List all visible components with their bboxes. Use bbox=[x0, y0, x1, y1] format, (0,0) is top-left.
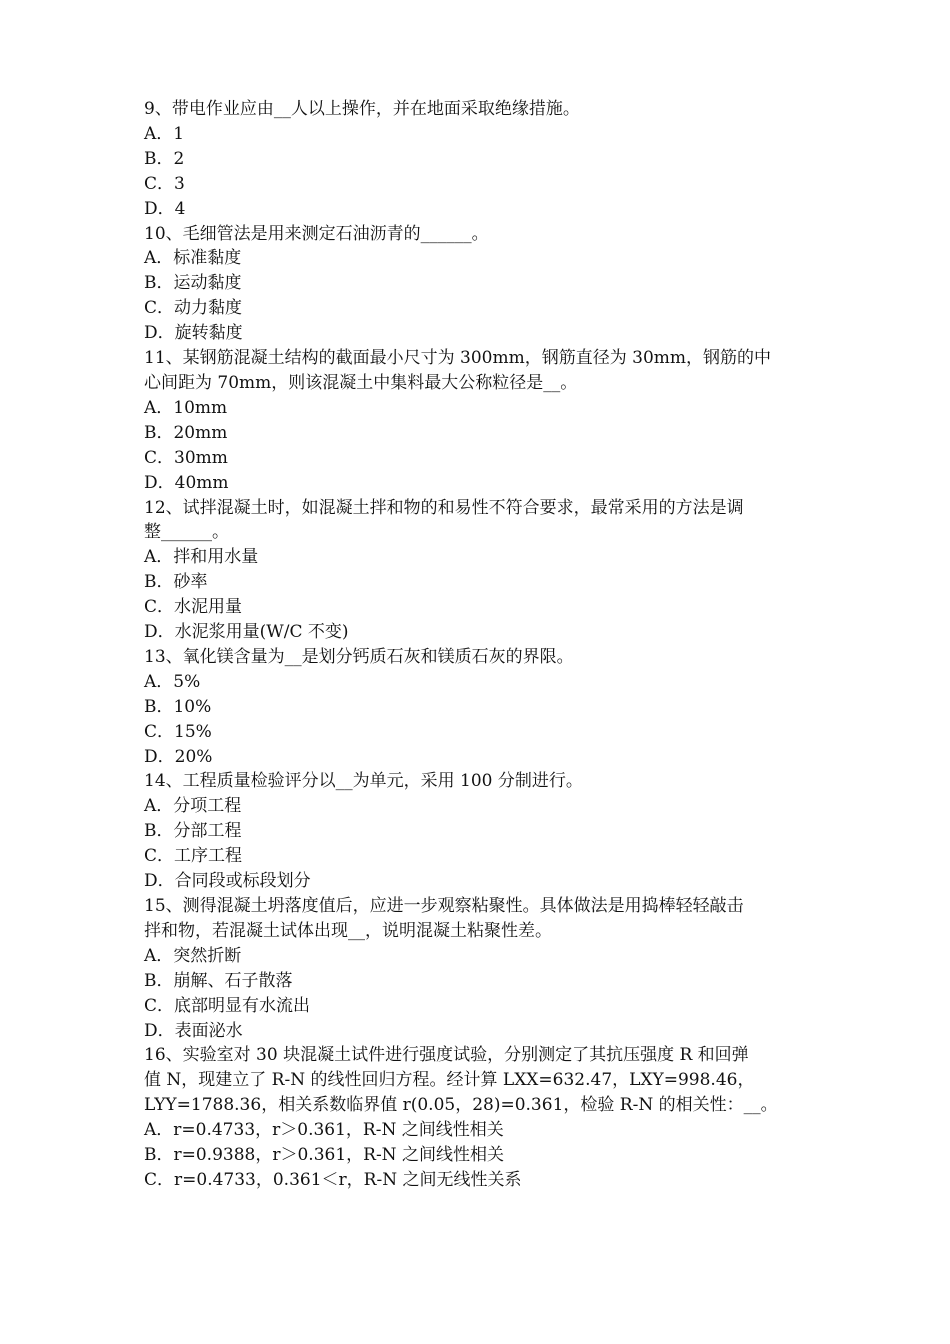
option-9a: A．1 bbox=[144, 123, 185, 144]
option-11a: A．10mm bbox=[144, 397, 228, 418]
option-9c: C．3 bbox=[144, 173, 185, 194]
option-12d: D．水泥浆用量(W/C 不变) bbox=[144, 622, 349, 643]
question-10: 10、毛细管法是用来测定石油沥青的______。 bbox=[144, 223, 489, 244]
question-13: 13、氧化镁含量为__是划分钙质石灰和镁质石灰的界限。 bbox=[144, 646, 574, 667]
question-16-line-3: LYY=1788.36，相关系数临界值 r(0.05，28)=0.361，检验 R-N 的相关性：__。 bbox=[144, 1095, 778, 1116]
option-11b: B．20mm bbox=[144, 422, 228, 443]
option-13a: A．5% bbox=[144, 671, 201, 692]
option-9b: B．2 bbox=[144, 148, 185, 169]
option-16c: C．r=0.4733，0.361＜r，R-N 之间无线性关系 bbox=[144, 1169, 522, 1190]
option-15c: C．底部明显有水流出 bbox=[144, 995, 311, 1016]
question-16-line-2: 值 N，现建立了 R-N 的线性回归方程。经计算 LXX=632.47，LXY=998.46， bbox=[144, 1070, 755, 1091]
question-15-line-2: 拌和物，若混凝土试体出现__，说明混凝土粘聚性差。 bbox=[144, 920, 552, 941]
option-10a: A．标准黏度 bbox=[144, 248, 242, 269]
option-16a: A．r=0.4733，r＞0.361，R-N 之间线性相关 bbox=[144, 1120, 504, 1141]
option-12c: C．水泥用量 bbox=[144, 597, 243, 618]
option-14a: A．分项工程 bbox=[144, 796, 242, 817]
option-14b: B．分部工程 bbox=[144, 821, 242, 842]
question-9: 9、带电作业应由__人以上操作，并在地面采取绝缘措施。 bbox=[144, 99, 580, 119]
option-13b: B．10% bbox=[144, 696, 212, 717]
option-15d: D．表面泌水 bbox=[144, 1020, 243, 1041]
option-14c: C．工序工程 bbox=[144, 846, 243, 867]
option-12a: A．拌和用水量 bbox=[144, 547, 259, 568]
option-11d: D．40mm bbox=[144, 472, 229, 493]
option-10c: C．动力黏度 bbox=[144, 298, 243, 319]
option-13d: D．20% bbox=[144, 746, 213, 767]
option-10d: D．旋转黏度 bbox=[144, 323, 243, 344]
question-15-line-1: 15、测得混凝土坍落度值后，应进一步观察粘聚性。具体做法是用捣棒轻轻敲击 bbox=[144, 896, 744, 916]
option-15a: A．突然折断 bbox=[144, 945, 242, 966]
option-11c: C．30mm bbox=[144, 447, 228, 468]
question-16-line-1: 16、实验室对 30 块混凝土试件进行强度试验，分别测定了其抗压强度 R 和回弹 bbox=[144, 1045, 749, 1066]
question-12-line-1: 12、试拌混凝土时，如混凝土拌和物的和易性不符合要求，最常采用的方法是调 bbox=[144, 497, 744, 518]
option-13c: C．15% bbox=[144, 721, 212, 742]
option-12b: B．砂率 bbox=[144, 572, 208, 593]
question-11-line-2: 心间距为 70mm，则该混凝土中集料最大公称粒径是__。 bbox=[144, 372, 578, 393]
option-10b: B．运动黏度 bbox=[144, 273, 242, 294]
option-15b: B．崩解、石子散落 bbox=[144, 970, 293, 991]
option-14d: D．合同段或标段划分 bbox=[144, 871, 311, 892]
question-11-line-1: 11、某钢筋混凝土结构的截面最小尺寸为 300mm，钢筋直径为 30mm，钢筋的中 bbox=[144, 348, 771, 369]
question-12-line-2: 整______。 bbox=[144, 522, 229, 543]
option-9d: D．4 bbox=[144, 198, 186, 219]
question-14: 14、工程质量检验评分以__为单元，采用 100 分制进行。 bbox=[144, 771, 583, 792]
option-16b: B．r=0.9388，r＞0.361，R-N 之间线性相关 bbox=[144, 1145, 504, 1166]
